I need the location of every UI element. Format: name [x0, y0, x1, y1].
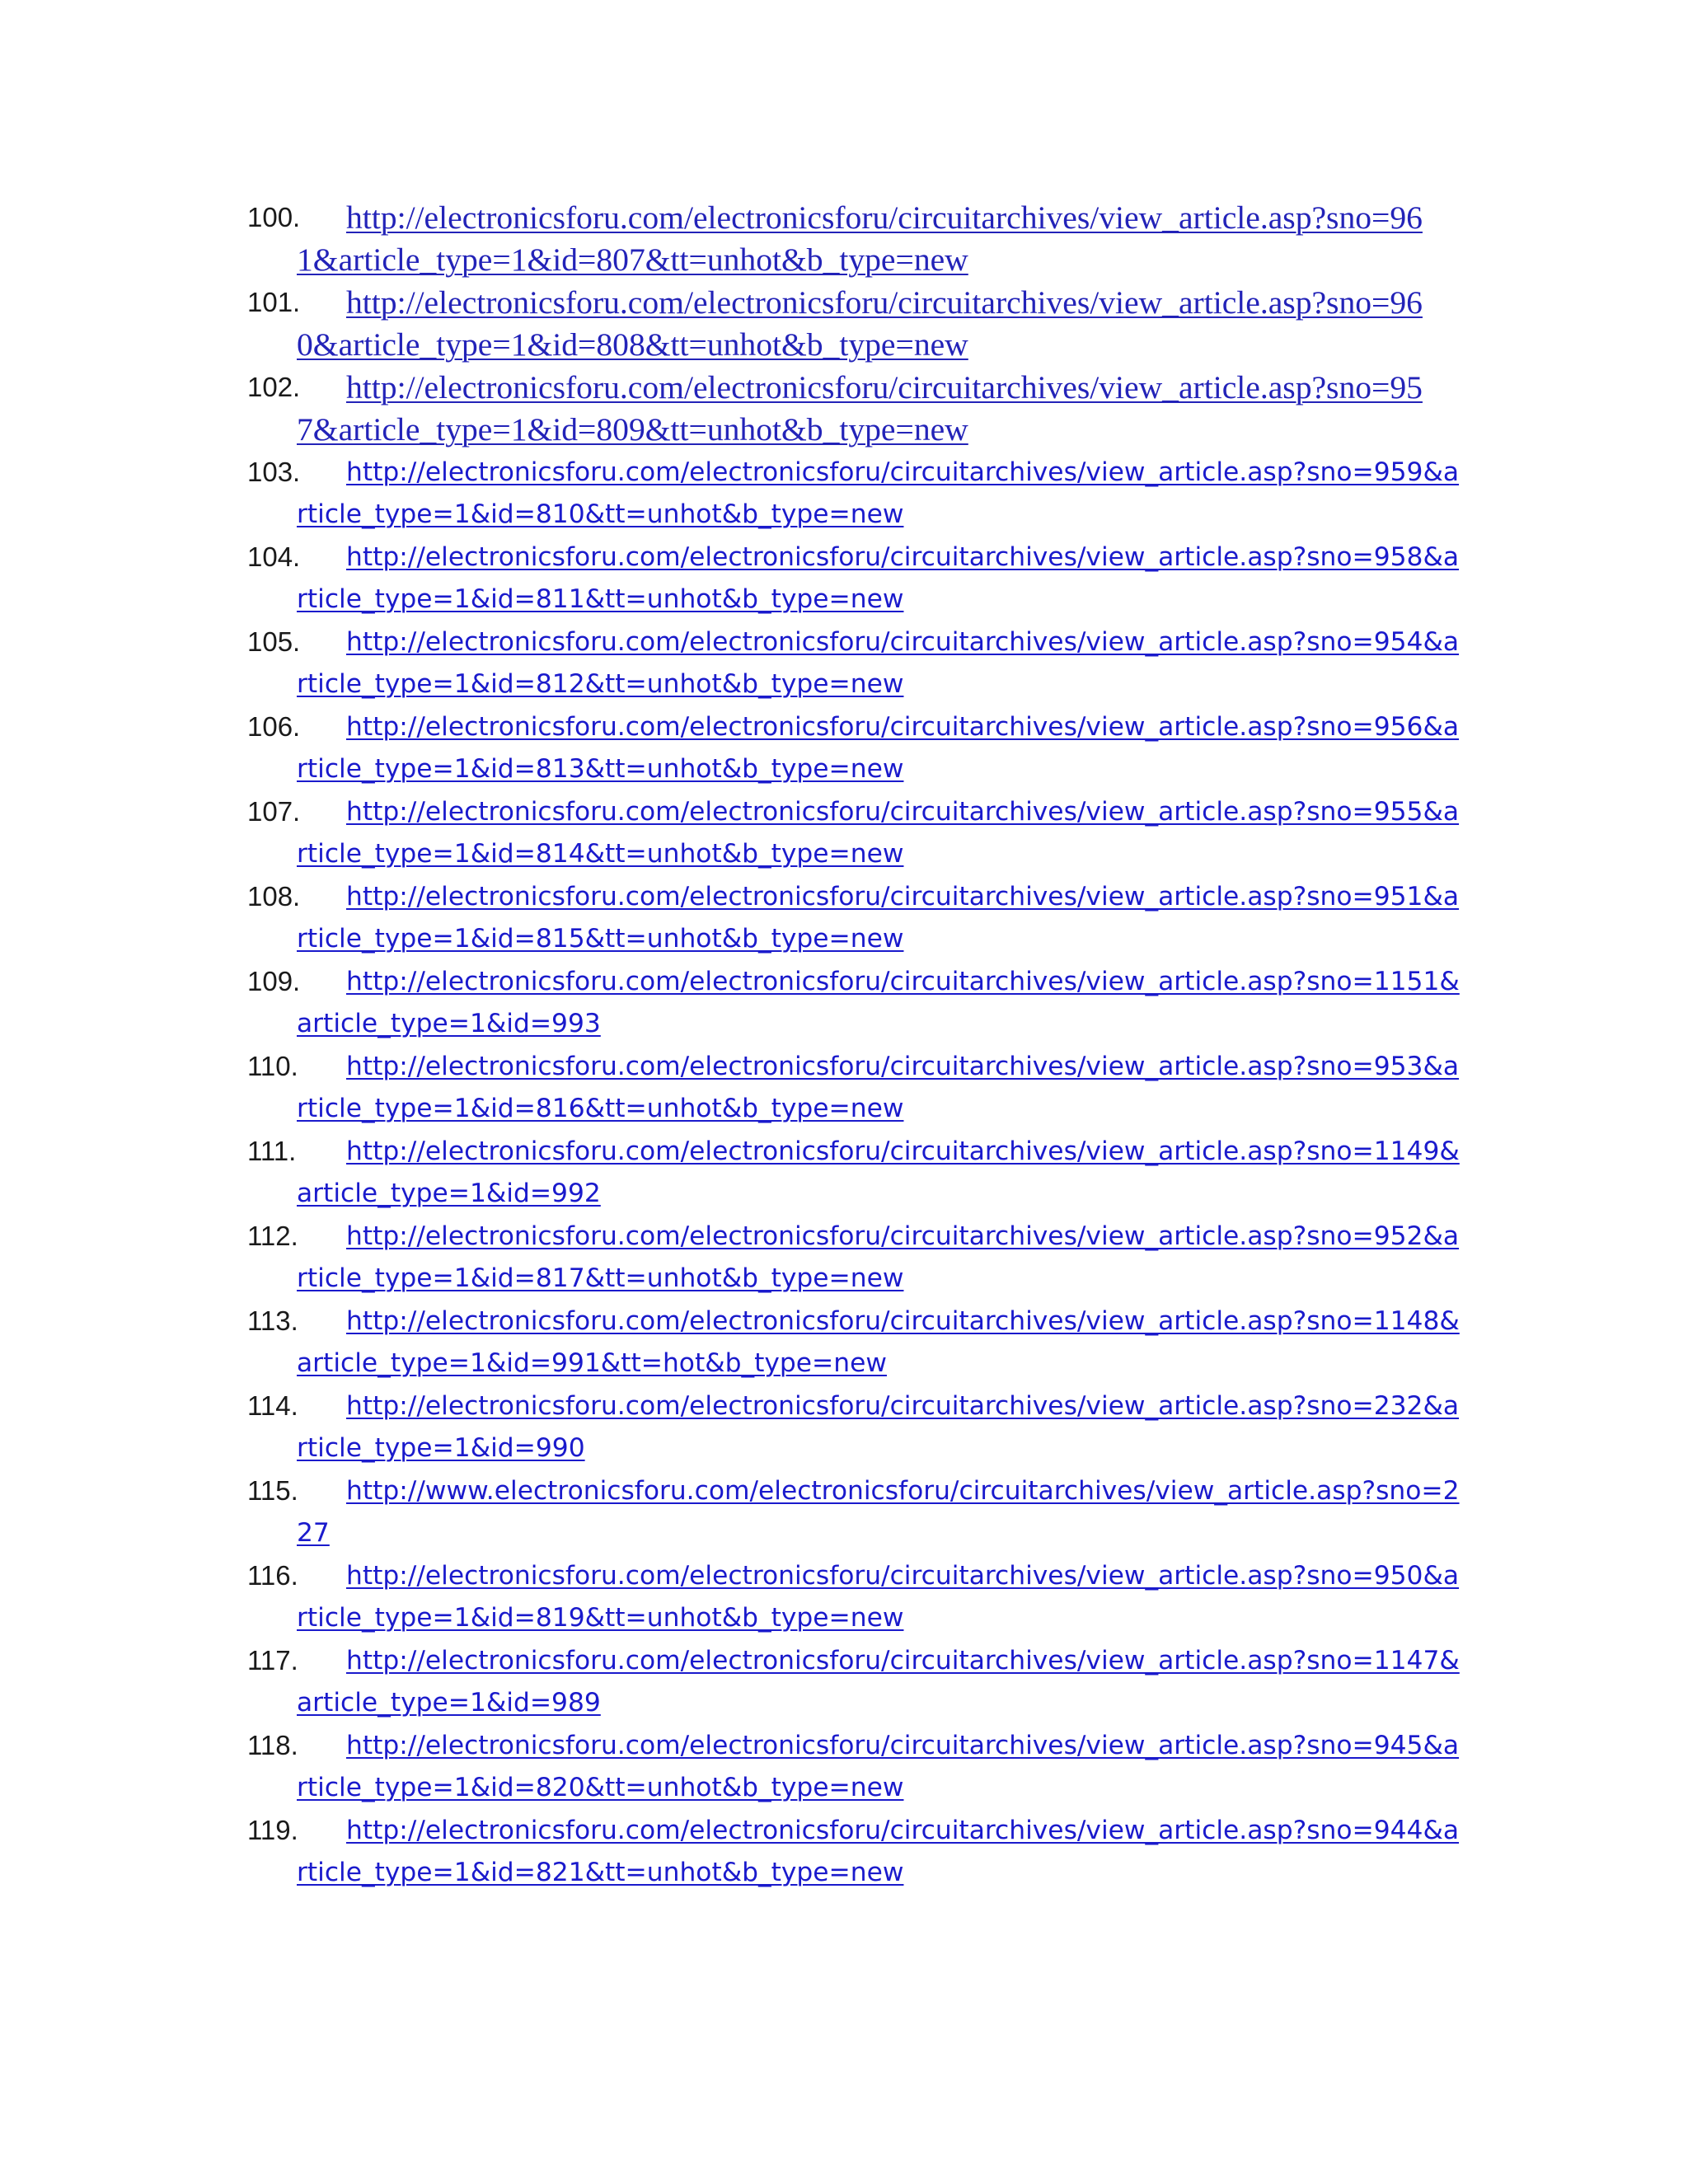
item-number: 113. — [247, 1305, 298, 1336]
url-link[interactable]: http://electronicsforu.com/electronicsforu/circuitarchives/view_article.asp?sno=1147& — [346, 1646, 1460, 1675]
item-number: 107. — [247, 796, 301, 827]
url-link[interactable]: http://electronicsforu.com/electronicsforu/circuitarchives/view_article.asp?sno=958&a — [346, 542, 1460, 572]
url-link[interactable]: http://electronicsforu.com/electronicsforu/circuitarchives/view_article.asp?sno=955&a — [346, 797, 1460, 827]
url-link-continuation[interactable]: article_type=1&id=989 — [297, 1688, 601, 1718]
list-item — [247, 1724, 1500, 1809]
list-item — [247, 1385, 1500, 1469]
url-link[interactable]: http://electronicsforu.com/electronicsforu/circuitarchives/view_article.asp?sno=96 — [346, 199, 1423, 236]
url-link[interactable]: http://electronicsforu.com/electronicsforu/circuitarchives/view_article.asp?sno=956&a — [346, 712, 1460, 742]
list-item — [247, 621, 1500, 705]
list-item — [247, 790, 1500, 875]
item-number: 102. — [247, 372, 301, 402]
list-item — [247, 1809, 1500, 1894]
url-link[interactable]: http://electronicsforu.com/electronicsforu/circuitarchives/view_article.asp?sno=944&a — [346, 1816, 1460, 1845]
url-link-continuation[interactable]: article_type=1&id=993 — [297, 1009, 601, 1038]
url-link[interactable]: http://electronicsforu.com/electronicsforu/circuitarchives/view_article.asp?sno=1148& — [346, 1306, 1460, 1336]
url-link[interactable]: http://electronicsforu.com/electronicsforu/circuitarchives/view_article.asp?sno=951&a — [346, 882, 1460, 912]
list-item — [247, 1639, 1500, 1724]
url-link[interactable]: http://electronicsforu.com/electronicsforu/circuitarchives/view_article.asp?sno=953&a — [346, 1052, 1460, 1081]
url-link-continuation[interactable]: rticle_type=1&id=821&tt=unhot&b_type=new — [297, 1858, 904, 1887]
url-link-continuation[interactable]: 27 — [297, 1518, 330, 1548]
list-item — [247, 1554, 1500, 1639]
url-link[interactable]: http://electronicsforu.com/electronicsforu/circuitarchives/view_article.asp?sno=232&a — [346, 1391, 1460, 1421]
url-link-continuation[interactable]: rticle_type=1&id=817&tt=unhot&b_type=new — [297, 1263, 904, 1293]
url-link-continuation[interactable]: article_type=1&id=992 — [297, 1179, 601, 1208]
url-link-continuation[interactable]: 1&article_type=1&id=807&tt=unhot&b_type=new — [297, 241, 968, 278]
item-number: 110. — [247, 1051, 298, 1081]
url-link[interactable]: http://electronicsforu.com/electronicsforu/circuitarchives/view_article.asp?sno=95 — [346, 369, 1423, 405]
list-item — [247, 960, 1500, 1045]
item-number: 118. — [247, 1730, 298, 1760]
item-number: 103. — [247, 457, 301, 487]
url-link-continuation[interactable]: rticle_type=1&id=990 — [297, 1433, 585, 1463]
list-item — [247, 705, 1500, 790]
url-link-continuation[interactable]: rticle_type=1&id=813&tt=unhot&b_type=new — [297, 754, 904, 784]
url-link-continuation[interactable]: rticle_type=1&id=820&tt=unhot&b_type=new — [297, 1773, 904, 1802]
list-item — [247, 1045, 1500, 1130]
url-link[interactable]: http://electronicsforu.com/electronicsforu/circuitarchives/view_article.asp?sno=950&a — [346, 1561, 1460, 1591]
list-item — [247, 1215, 1500, 1300]
list-item — [247, 1469, 1500, 1554]
url-link-continuation[interactable]: rticle_type=1&id=815&tt=unhot&b_type=new — [297, 924, 904, 954]
item-number: 108. — [247, 881, 301, 912]
url-link-continuation[interactable]: rticle_type=1&id=810&tt=unhot&b_type=new — [297, 499, 904, 529]
url-link[interactable]: http://electronicsforu.com/electronicsforu/circuitarchives/view_article.asp?sno=954&a — [346, 627, 1460, 657]
item-number: 114. — [247, 1390, 298, 1421]
item-number: 104. — [247, 541, 301, 572]
list-item — [247, 875, 1500, 960]
item-number: 115. — [247, 1475, 298, 1506]
list-item — [247, 281, 1500, 366]
url-link[interactable]: http://electronicsforu.com/electronicsforu/circuitarchives/view_article.asp?sno=959&a — [346, 457, 1460, 487]
item-number: 116. — [247, 1560, 298, 1591]
list-item — [247, 366, 1500, 451]
url-link-continuation[interactable]: 0&article_type=1&id=808&tt=unhot&b_type=new — [297, 326, 968, 363]
url-link[interactable]: http://www.electronicsforu.com/electronicsforu/circuitarchives/view_article.asp?sno=2 — [346, 1476, 1460, 1506]
item-number: 119. — [247, 1815, 298, 1845]
url-link-continuation[interactable]: article_type=1&id=991&tt=hot&b_type=new — [297, 1348, 887, 1378]
list-item — [247, 1300, 1500, 1385]
url-link[interactable]: http://electronicsforu.com/electronicsforu/circuitarchives/view_article.asp?sno=945&a — [346, 1731, 1460, 1760]
item-number: 105. — [247, 626, 301, 657]
url-link[interactable]: http://electronicsforu.com/electronicsforu/circuitarchives/view_article.asp?sno=1151& — [346, 967, 1460, 996]
url-link[interactable]: http://electronicsforu.com/electronicsforu/circuitarchives/view_article.asp?sno=1149& — [346, 1137, 1460, 1166]
url-link-continuation[interactable]: rticle_type=1&id=816&tt=unhot&b_type=new — [297, 1094, 904, 1123]
list-item — [247, 1130, 1500, 1215]
item-number: 109. — [247, 966, 301, 996]
url-link-continuation[interactable]: rticle_type=1&id=819&tt=unhot&b_type=new — [297, 1603, 904, 1633]
item-number: 112. — [247, 1221, 298, 1251]
list-item — [247, 196, 1500, 281]
list-item — [247, 451, 1500, 536]
url-link[interactable]: http://electronicsforu.com/electronicsforu/circuitarchives/view_article.asp?sno=952&a — [346, 1221, 1460, 1251]
reference-list — [247, 196, 1500, 1894]
url-link-continuation[interactable]: rticle_type=1&id=811&tt=unhot&b_type=new — [297, 584, 904, 614]
url-link-continuation[interactable]: rticle_type=1&id=812&tt=unhot&b_type=new — [297, 669, 904, 699]
item-number: 106. — [247, 711, 301, 742]
url-link-continuation[interactable]: 7&article_type=1&id=809&tt=unhot&b_type=new — [297, 411, 968, 448]
item-number: 101. — [247, 287, 301, 317]
item-number: 111. — [247, 1136, 297, 1166]
url-link[interactable]: http://electronicsforu.com/electronicsforu/circuitarchives/view_article.asp?sno=96 — [346, 284, 1423, 321]
item-number: 117. — [247, 1645, 298, 1675]
url-link-continuation[interactable]: rticle_type=1&id=814&tt=unhot&b_type=new — [297, 839, 904, 869]
list-item — [247, 536, 1500, 621]
item-number: 100. — [247, 202, 301, 232]
